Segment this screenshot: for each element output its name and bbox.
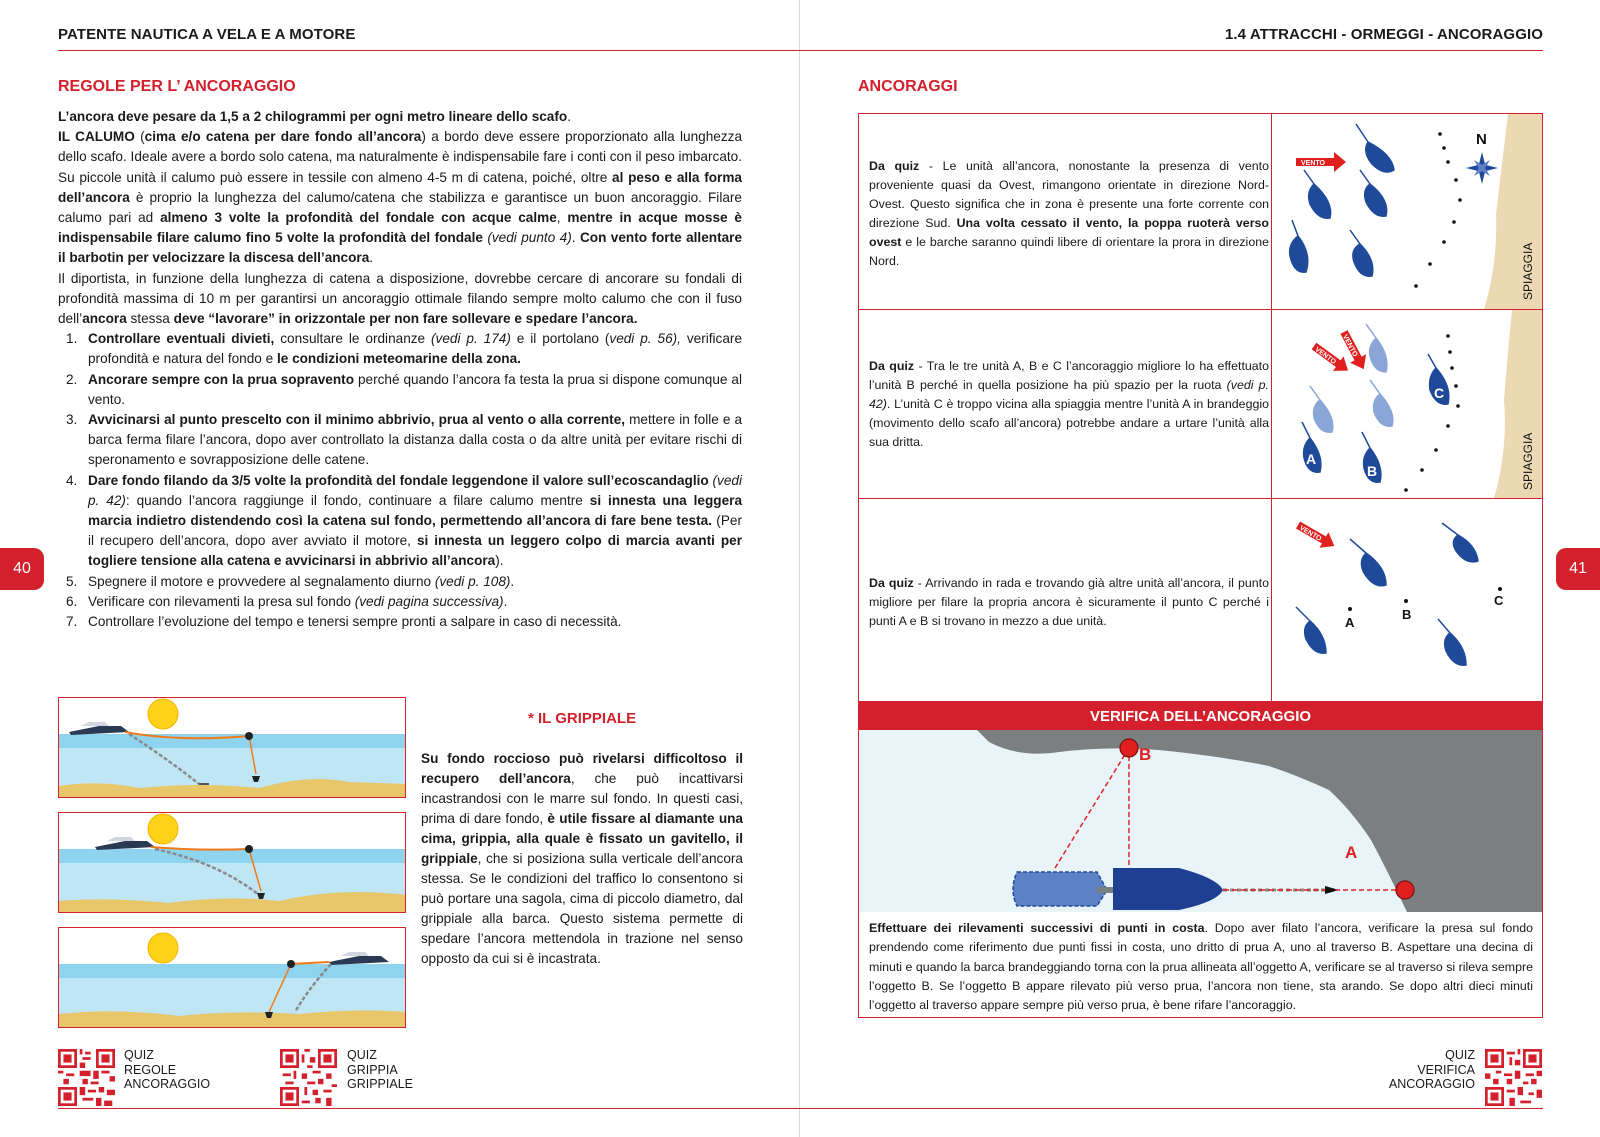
rules-body xyxy=(58,107,742,632)
qr-code-icon[interactable] xyxy=(1485,1049,1542,1106)
anchoring-spot-diagram xyxy=(1272,499,1542,701)
qr-code-icon[interactable] xyxy=(58,1049,115,1106)
footer-rule-right xyxy=(800,1108,1543,1109)
wind-label: VENTO xyxy=(1301,160,1325,167)
running-head-right: 1.4 ATTRACCHI - ORMEGGI - ANCORAGGIO xyxy=(1224,26,1543,43)
header-rule-left xyxy=(58,50,800,51)
list-item: 3. Avvicinarsi al punto prescelto con il minimo abbrivio, prua al vento o alla corrente, mettere in folle e a barca ferma filare l’ancora, dopo aver controllato la distanza dalla costa o da altre unità per evitare rischi di speronamento e sovrapposizione delle catene. xyxy=(66,412,743,468)
list-item: 6. Verificare con rilevamenti la presa sul fondo (vedi pagina successiva). xyxy=(58,592,742,612)
beach-label: SPIAGGIA xyxy=(1521,242,1535,300)
ancoraggi-title: ANCORAGGI xyxy=(858,78,958,95)
running-head-left: PATENTE NAUTICA A VELA E A MOTORE xyxy=(58,26,356,43)
list-item: 7. Controllare l’evoluzione del tempo e tenersi sempre pronti a salpare in caso di necessità. xyxy=(58,612,742,632)
qr-code-icon[interactable] xyxy=(280,1049,337,1106)
qr-label-2: QUIZ GRIPPIA GRIPPIALE xyxy=(347,1048,413,1091)
grippiale-title: * IL GRIPPIALE xyxy=(528,710,637,727)
header-rule-right xyxy=(800,50,1543,51)
wind-label: VENTO xyxy=(1298,524,1323,543)
page-number-right: 41 xyxy=(1556,548,1600,590)
list-number: 7. xyxy=(66,614,78,630)
compass-rose-icon xyxy=(1466,152,1498,184)
current-wind-diagram xyxy=(1272,114,1542,309)
list-item: 2. Ancorare sempre con la prua sopravento perché quando l’ancora fa testa la prua si dispone comunque al vento. xyxy=(66,371,742,407)
paragraph: Il diportista, in funzione della lunghezza di catena a disposizione, dovrebbe cercare di ancorare su fondali di profondità massima di 10 m per garantirsi un ancoraggio ottimale filando sempre molto calumo che con il fuso dell’ancora stessa deve “lavorare” in orizzontale per non fare sollevare e spedare l’ancora. xyxy=(58,270,742,327)
point-label-c: C xyxy=(1494,593,1504,608)
list-item: 1. Controllare eventuali divieti, consultare le ordinanze (vedi p. 174) e il portolano (vedi p. 56), verificare profondità e natura del fondo e le condizioni meteomarine della zona. xyxy=(66,331,743,367)
list-number: 5. xyxy=(66,573,78,589)
quiz-text-2: Da quiz - Tra le tre unità A, B e C l’ancoraggio migliore lo ha effettuato l’unità B perché in quella posizione ha più spazio per la ruota (vedi p. 42). L’unità C è troppo vicina alla spiaggia mentre l’unità A in brandeggio (movimento dello scafo all’ancora) potrebbe andare a urtare l’unità alla sua dritta. xyxy=(869,359,1269,449)
page-number-left: 40 xyxy=(0,548,44,590)
quiz-text-3: Da quiz - Arrivando in rada e trovando già altre unità all’ancora, il punto migliore per filare la propria ancora è sicuramente il punto C perché i punti A e B si trovano in mezzo a due unità. xyxy=(869,576,1269,628)
verifica-diagram xyxy=(859,730,1542,912)
wind-label: VENTO xyxy=(1340,333,1359,359)
qr-label-1: QUIZ REGOLE ANCORAGGIO xyxy=(124,1048,211,1091)
anchoring-figure-3 xyxy=(58,927,406,1028)
rules-intro xyxy=(58,107,742,329)
point-label-b: B xyxy=(1139,745,1152,764)
point-label-a: A xyxy=(1345,615,1355,630)
paragraph: IL CALUMO (cima e/o catena per dare fondo all’ancora) a bordo deve essere proporzionato alla lunghezza dello scafo. Ideale avere a bordo solo catena, ma naturalmente è indispensabile fare i conti con il peso imbarcato. Su piccole unità il calumo può essere in tessile con almeno 4-5 m di catena, poiché, oltre al peso e alla forma dell’ancora è proprio la lunghezza del calumo/catena che stabilizza e garantisce un buon ancoraggio. Filare calumo pari ad almeno 3 volte la profondità del fondale con acque calme, mentre in acque mosse è indispensabile filare calumo fino 5 volte la profondità del fondale (vedi punto 4). Con vento forte allentare il barbotin per velocizzare la discesa dell’ancora. xyxy=(58,129,743,266)
north-label: N xyxy=(1476,131,1487,148)
list-number: 4. xyxy=(66,472,78,488)
list-item: 4. Dare fondo filando da 3/5 volte la profondità del fondale leggendone il valore sull’ecoscandaglio (vedi p. 42): quando l’ancora raggiunge il fondo, continuare a filare calumo mentre si innesta una leggera marcia indietro distendendo così la catena sul fondo, permettendo all’ancora di fare bene testa. (Per il recupero dell’ancora, dopo aver avviato il motore, si innesta un leggero colpo di marcia avanti per togliere tensione alla catena e avvicinarsi in abbrivio all’ancora). xyxy=(66,472,743,569)
list-number: 2. xyxy=(66,371,78,387)
anchoring-table xyxy=(858,113,1543,702)
anchoring-figure-2 xyxy=(58,812,406,913)
list-number: 3. xyxy=(66,412,78,428)
verifica-title: VERIFICA DELL’ANCORAGGIO xyxy=(859,703,1542,730)
point-label-b: B xyxy=(1402,607,1412,622)
anchoring-figure-1 xyxy=(58,697,406,798)
list-number: 6. xyxy=(66,593,78,609)
list-number: 1. xyxy=(66,331,78,347)
boat-label-c: C xyxy=(1434,385,1445,401)
beach-label: SPIAGGIA xyxy=(1521,432,1535,490)
paragraph: L’ancora deve pesare da 1,5 a 2 chilogrammi per ogni metro lineare dello scafo. xyxy=(58,109,571,124)
verifica-box xyxy=(858,702,1543,1018)
point-label-a: A xyxy=(1345,843,1358,862)
rules-title: REGOLE PER L’ ANCORAGGIO xyxy=(58,78,296,95)
grippiale-text: Su fondo roccioso può rivelarsi difficoltoso il recupero dell’ancora, che può incattivarsi incastrandosi con le marre sul fondo. In questi casi, prima di dare fondo, è utile fissare al diamante una cima, grippia, alla quale è fissato un gavitello, il grippiale, che si posiziona sulla verticale dell’ancora stessa. Se le condizioni del traffico lo consentono si può portare una sagola, cima di piccolo diametro, dal grippiale alla barca. Questo sistema permette di spedare l’ancora mettendola in trazione nel senso opposto da cui si è incastrata. xyxy=(421,751,743,966)
boat-label-a: A xyxy=(1306,451,1317,467)
abc-anchoring-diagram xyxy=(1272,310,1542,498)
list-item: 5. Spegnere il motore e provvedere al segnalamento diurno (vedi p. 108). xyxy=(58,572,742,592)
wind-label: VENTO xyxy=(1313,346,1338,366)
qr-label-3: QUIZ VERIFICA ANCORAGGIO xyxy=(1388,1048,1475,1091)
boat-label-b: B xyxy=(1367,463,1378,479)
footer-rule-left xyxy=(58,1108,800,1109)
rules-list xyxy=(58,329,742,632)
quiz-text-1: Da quiz - Le unità all’ancora, nonostante la presenza di vento proveniente quasi da Ovest, rimangono orientate in direzione Nord-Ovest. Questo significa che in zona è presente una forte corrente con direzione Sud. Una volta cessato il vento, la poppa ruoterà verso ovest e le barche saranno quindi libere di orientare la prora in direzione Nord. xyxy=(869,159,1269,268)
verifica-text: Effettuare dei rilevamenti successivi di punti in costa. Dopo aver filato l’ancora, verificare la presa sul fondo prendendo come riferimento due punti fissi in costa, uno dritto di prua A, uno al traverso B. Aspettare una decina di minuti e quando la barca brandeggiando torna con la prua allineata all’oggetto A, verificare se al traverso si rileva sempre l’oggetto B. Se l’oggetto B appare rilevato più verso prua, l’ancora non tiene, sta arando. Se dopo altri dieci minuti l’oggetto al traverso appare sempre più verso prua, è bene rifare l’ancoraggio. xyxy=(869,921,1533,1013)
